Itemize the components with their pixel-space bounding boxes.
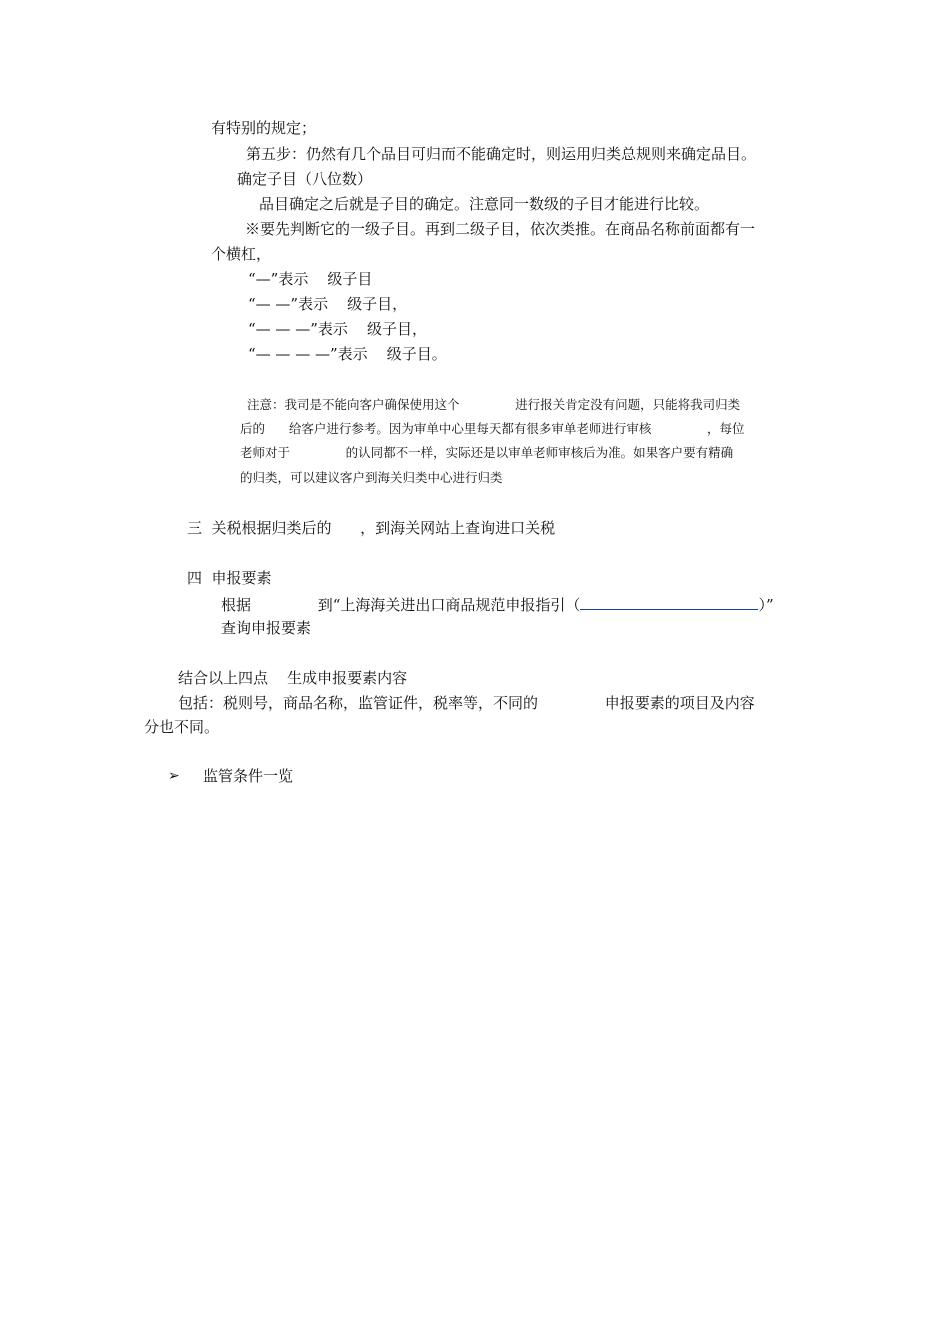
- guide-link[interactable]: [580, 593, 758, 610]
- text-line: 第五步：仍然有几个品目可归而不能确定时，则运用归类总规则来确定品目。: [246, 145, 757, 163]
- section-three: 三 关税根据归类后的 ，到海关网站上查询进口关税: [187, 519, 556, 537]
- dash-level-line: “— —”表示 级子目，: [248, 295, 408, 313]
- section-four-text: 根据 到“上海海关进出口商品规范申报指引（: [221, 596, 581, 614]
- note-line: 后的 给客户进行参考。因为审单中心里每天都有很多审单老师进行审核 ，每位: [240, 421, 745, 436]
- note-line: 注意：我司是不能向客户确保使用这个 进行报关肯定没有问题，只能将我司归类: [247, 397, 741, 412]
- dash-level-line: “—”表示 级子目: [248, 270, 373, 288]
- summary-line: 分也不同。: [144, 718, 220, 736]
- text-line: 品目确定之后就是子目的确定。注意同一数级的子目才能进行比较。: [259, 195, 710, 213]
- note-line: 的归类，可以建议客户到海关归类中心进行归类: [240, 470, 503, 485]
- arrow-bullet-icon: ➢: [168, 768, 180, 784]
- subheading: 确定子目（八位数）: [237, 170, 373, 188]
- text-line: 有特别的规定；: [211, 119, 317, 137]
- note-line: 老师对于 的认同都不一样，实际还是以审单老师审核后为准。如果客户要有精确: [240, 445, 734, 460]
- section-four-heading: 四 申报要素: [187, 569, 272, 587]
- text-line: ※要先判断它的一级子目。再到二级子目，依次类推。在商品名称前面都有一: [245, 220, 756, 238]
- dash-level-line: “— — —”表示 级子目，: [248, 320, 427, 338]
- summary-line: 结合以上四点 生成申报要素内容: [178, 669, 408, 687]
- bullet-item: 监管条件一览: [203, 767, 294, 785]
- section-four-line: 查询申报要素: [221, 619, 312, 637]
- summary-line: 包括：税则号，商品名称，监管证件，税率等，不同的 申报要素的项目及内容: [178, 694, 755, 712]
- section-four-text-end: ）”: [758, 596, 774, 614]
- section-four-line: [221, 593, 774, 615]
- dash-level-line: “— — — —”表示 级子目。: [248, 345, 447, 363]
- text-line: 个横杠，: [211, 245, 272, 263]
